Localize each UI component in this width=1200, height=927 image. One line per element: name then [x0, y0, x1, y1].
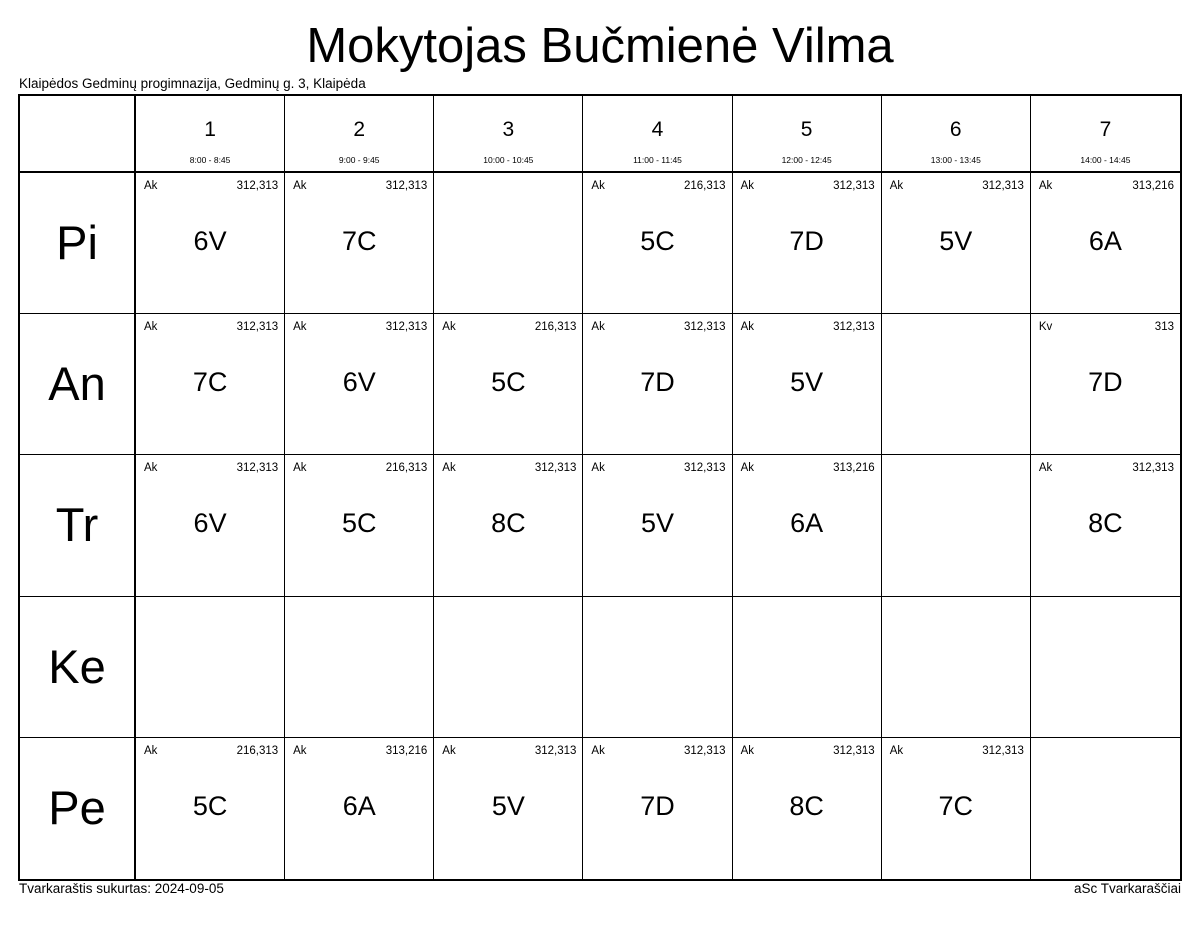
lesson-class: 7D [1088, 367, 1123, 398]
lesson-subject: Ak [740, 744, 754, 757]
period-time: 11:00 - 11:45 [633, 155, 682, 165]
timetable-grid [18, 94, 1182, 881]
lesson-subject: Ak [293, 744, 307, 757]
footer-brand: aSc Tvarkaraščiai [1073, 881, 1181, 896]
empty-cell [882, 314, 1031, 455]
lesson-room: 312,313 [236, 321, 279, 334]
day-header [20, 738, 136, 879]
lesson-room: 313,216 [1132, 180, 1174, 192]
lesson-subject: Ak [144, 321, 158, 334]
page-title: Mokytojas Bučmienė Vilma [306, 19, 894, 73]
lesson-cell [583, 738, 732, 879]
lesson-room: 312,313 [236, 180, 279, 192]
lesson-subject: Ak [591, 180, 605, 192]
lesson-class: 6V [193, 226, 227, 256]
period-header [136, 96, 285, 173]
lesson-subject: Ak [1038, 462, 1053, 475]
period-number: 2 [353, 118, 366, 141]
period-time: 13:00 - 13:45 [930, 155, 981, 165]
lesson-room: 313,216 [385, 744, 428, 757]
lesson-room: 312,313 [982, 744, 1024, 757]
period-header [733, 96, 882, 173]
lesson-cell [882, 738, 1031, 879]
lesson-room: 216,313 [236, 744, 279, 757]
lesson-subject: Ak [591, 744, 605, 757]
day-label: Ke [48, 639, 106, 693]
lesson-room: 312,313 [236, 462, 279, 475]
lesson-subject: Ak [889, 180, 904, 192]
lesson-room: 312,313 [385, 180, 428, 192]
period-number: 4 [651, 118, 664, 141]
lesson-class: 5C [341, 508, 377, 539]
lesson-room: 312,313 [534, 462, 577, 475]
period-number: 6 [949, 118, 962, 141]
lesson-subject: Ak [144, 462, 158, 475]
lesson-cell [285, 173, 434, 314]
lesson-class: 5V [491, 790, 525, 821]
lesson-class: 5V [939, 226, 973, 256]
day-label: Tr [55, 498, 99, 552]
lesson-room: 216,313 [683, 180, 726, 192]
period-time: 9:00 - 9:45 [338, 155, 380, 165]
lesson-cell [285, 738, 434, 879]
period-header [434, 96, 583, 173]
lesson-room: 312,313 [982, 180, 1024, 192]
lesson-class: 5V [640, 508, 674, 539]
period-header [882, 96, 1031, 173]
empty-cell [434, 597, 583, 738]
lesson-cell [1031, 173, 1180, 314]
lesson-cell [434, 738, 583, 879]
lesson-cell [136, 173, 285, 314]
period-number: 3 [502, 118, 515, 141]
lesson-room: 313 [1154, 321, 1174, 334]
period-time: 10:00 - 10:45 [483, 155, 534, 165]
lesson-subject: Ak [1038, 180, 1053, 192]
lesson-cell [733, 314, 882, 455]
lesson-class: 8C [789, 790, 824, 821]
lesson-cell [136, 455, 285, 596]
period-header [285, 96, 434, 173]
lesson-cell [1031, 314, 1180, 455]
period-number: 1 [204, 118, 216, 141]
lesson-subject: Ak [144, 744, 158, 757]
lesson-room: 312,313 [683, 321, 726, 334]
lesson-cell [583, 455, 732, 596]
lesson-cell [1031, 455, 1180, 596]
lesson-class: 6A [1088, 226, 1122, 256]
lesson-subject: Ak [293, 462, 307, 475]
lesson-room: 312,313 [833, 321, 875, 334]
lesson-subject: Ak [889, 744, 904, 757]
day-label: Pi [56, 216, 98, 270]
school-address: Klaipėdos Gedminų progimnazija, Gedminų g. 3, Klaipėda [19, 76, 366, 91]
lesson-subject: Ak [740, 180, 754, 192]
day-header [20, 597, 136, 738]
lesson-cell [136, 738, 285, 879]
lesson-class: 5C [192, 790, 228, 821]
lesson-class: 8C [491, 508, 526, 539]
lesson-subject: Ak [293, 180, 307, 192]
lesson-class: 6V [193, 508, 227, 539]
day-header [20, 314, 136, 455]
lesson-cell [583, 173, 732, 314]
day-label: An [48, 357, 106, 411]
empty-cell [882, 597, 1031, 738]
lesson-class: 5C [491, 367, 526, 398]
period-number: 7 [1099, 118, 1112, 141]
lesson-class: 7D [640, 790, 675, 821]
lesson-class: 5C [640, 226, 675, 256]
lesson-class: 7C [341, 226, 377, 256]
empty-cell [733, 597, 882, 738]
lesson-cell [136, 314, 285, 455]
lesson-cell [733, 173, 882, 314]
period-time: 14:00 - 14:45 [1080, 155, 1131, 165]
lesson-class: 6A [342, 790, 376, 821]
lesson-subject: Ak [442, 321, 456, 334]
period-time: 12:00 - 12:45 [781, 155, 832, 165]
lesson-room: 216,313 [385, 462, 428, 475]
lesson-subject: Ak [293, 321, 307, 334]
lesson-class: 7C [938, 790, 974, 821]
period-header [583, 96, 732, 173]
lesson-room: 312,313 [683, 744, 726, 757]
day-header [20, 455, 136, 596]
lesson-subject: Ak [740, 462, 754, 475]
lesson-cell [434, 455, 583, 596]
lesson-cell [733, 455, 882, 596]
lesson-class: 6V [342, 367, 376, 398]
day-label: Pe [48, 781, 106, 835]
lesson-room: 312,313 [1132, 462, 1174, 475]
lesson-subject: Ak [144, 180, 158, 192]
lesson-room: 312,313 [833, 744, 875, 757]
lesson-cell [434, 314, 583, 455]
lesson-subject: Ak [740, 321, 754, 334]
lesson-subject: Ak [591, 462, 605, 475]
empty-cell [136, 597, 285, 738]
empty-cell [882, 455, 1031, 596]
empty-cell [1031, 738, 1180, 879]
lesson-room: 313,216 [833, 462, 875, 475]
lesson-class: 8C [1088, 508, 1123, 539]
empty-cell [434, 173, 583, 314]
lesson-class: 7D [789, 226, 824, 256]
empty-cell [1031, 597, 1180, 738]
period-time: 8:00 - 8:45 [189, 155, 231, 165]
lesson-class: 7D [640, 367, 675, 398]
lesson-room: 312,313 [534, 744, 577, 757]
lesson-subject: Kv [1038, 321, 1053, 334]
lesson-room: 312,313 [385, 321, 428, 334]
corner-cell [20, 96, 136, 173]
lesson-subject: Ak [591, 321, 605, 334]
lesson-room: 312,313 [833, 180, 875, 192]
lesson-class: 6A [790, 508, 824, 539]
empty-cell [285, 597, 434, 738]
lesson-cell [882, 173, 1031, 314]
day-header [20, 173, 136, 314]
lesson-room: 216,313 [534, 321, 577, 334]
lesson-room: 312,313 [683, 462, 726, 475]
period-header [1031, 96, 1180, 173]
period-number: 5 [800, 118, 813, 141]
lesson-cell [583, 314, 732, 455]
lesson-class: 7C [192, 367, 228, 398]
lesson-cell [285, 455, 434, 596]
lesson-cell [285, 314, 434, 455]
lesson-cell [733, 738, 882, 879]
empty-cell [583, 597, 732, 738]
lesson-subject: Ak [442, 744, 456, 757]
footer-created-date: Tvarkaraštis sukurtas: 2024-09-05 [19, 881, 224, 896]
lesson-class: 5V [790, 367, 824, 398]
lesson-subject: Ak [442, 462, 456, 475]
